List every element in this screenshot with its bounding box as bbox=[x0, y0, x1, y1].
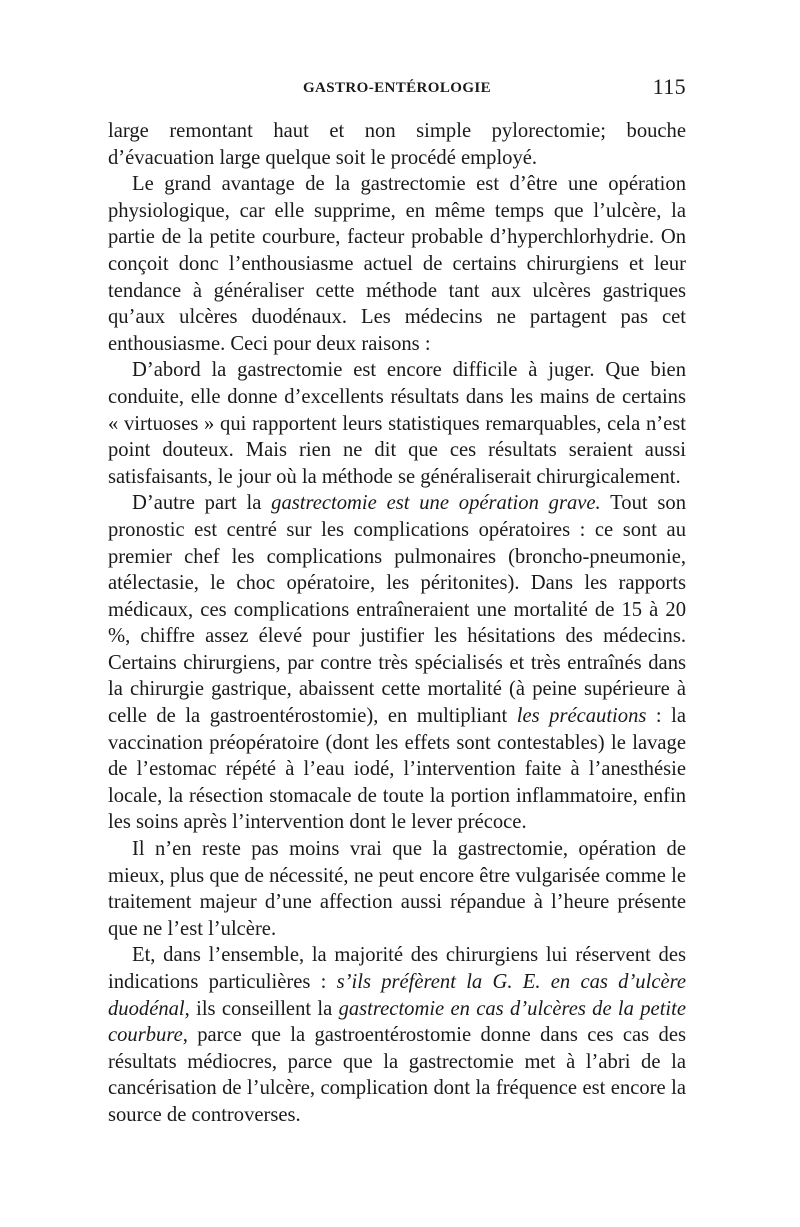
paragraph bbox=[108, 836, 686, 942]
text-segment: large remontant haut et non simple pylorectomie; bouche d’évacuation large quelque soit le procédé employé. bbox=[108, 120, 686, 169]
text-segment: Il n’en reste pas moins vrai que la gastrectomie, opération de mieux, plus que de nécessité, ne peut encore être vulgarisée comme le traitement majeur d’une affection aussi répandue à l’heure présente que ne l’est l’ulcère. bbox=[108, 838, 686, 940]
text-segment: , parce que la gastroentérostomie donne dans ces cas des résultats médiocres, parce que la gastrectomie met à l’abri de la cancérisation de l’ulcère, complication dont la fréquence est encore la source de controverses. bbox=[108, 1024, 686, 1126]
book-page bbox=[108, 74, 686, 1129]
italic-segment: les précautions bbox=[516, 705, 647, 728]
text-segment: Le grand avantage de la gastrectomie est d’être une opération physiologique, car elle supprime, en même temps que l’ulcère, la partie de la petite courbure, facteur probable d’hyperchlorhydrie. On conçoit donc l’enthousiasme actuel de certains chirurgiens et leur tendance à généraliser cette méthode tant aux ulcères gastriques qu’aux ulcères duodénaux. Les médecins ne partagent pas cet enthousiasme. Ceci pour deux raisons : bbox=[108, 173, 686, 355]
text-segment: D’abord la gastrectomie est encore difficile à juger. Que bien conduite, elle donne d’excellents résultats dans les mains de certains « virtuoses » qui rapportent leurs statistiques remarquables, cela n’est point douteux. Mais rien ne dit que ces résultats seraient aussi satisfaisants, le jour où la méthode se généraliserait chirurgicalement. bbox=[108, 359, 686, 488]
italic-segment: gastrectomie est une opération grave. bbox=[271, 492, 601, 515]
text-segment: , ils conseillent la bbox=[184, 997, 339, 1020]
text-segment: D’autre part la bbox=[132, 492, 272, 515]
paragraph-continuation bbox=[108, 118, 686, 171]
page-number: 115 bbox=[652, 74, 686, 99]
paragraph bbox=[108, 490, 686, 836]
paragraph bbox=[108, 357, 686, 490]
paragraph bbox=[108, 171, 686, 357]
running-head bbox=[108, 74, 686, 104]
italic-segment: gastrectomie en cas d’ulcères de la petite courbure bbox=[108, 997, 686, 1047]
running-title: GASTRO-ENTÉROLOGIE bbox=[302, 80, 492, 96]
text-segment: Et, dans l’ensemble, la majorité des chirurgiens lui réservent des indications particulières : bbox=[108, 944, 686, 993]
paragraph bbox=[108, 942, 686, 1128]
text-segment: : la vaccination préopératoire (dont les effets sont contestables) le lavage de l’estomac répété à l’eau iodé, l’intervention faite à l’anesthésie locale, la résection stomacale de toute la portion inflammatoire, enfin les soins après l’intervention dont le lever précoce. bbox=[108, 705, 686, 834]
body-text bbox=[108, 118, 686, 1129]
text-segment: Tout son pronostic est centré sur les complications opératoires : ce sont au premier chef les complications pulmonaires (broncho-pneumonie, atélectasie, le choc opératoire, les péritonites). Dans les rapports médicaux, ces complications entraîneraient une mortalité de 15 à 20 %, chiffre assez élevé pour justifier les hésitations des médecins. Certains chirurgiens, par contre très spécialisés et très entraînés dans la chirurgie gastrique, abaissent cette mortalité (à peine supérieure à celle de la gastroentérostomie), en multipliant bbox=[108, 492, 687, 728]
italic-segment: s’ils préfèrent la G. E. en cas d’ulcère duodénal bbox=[108, 971, 686, 1020]
